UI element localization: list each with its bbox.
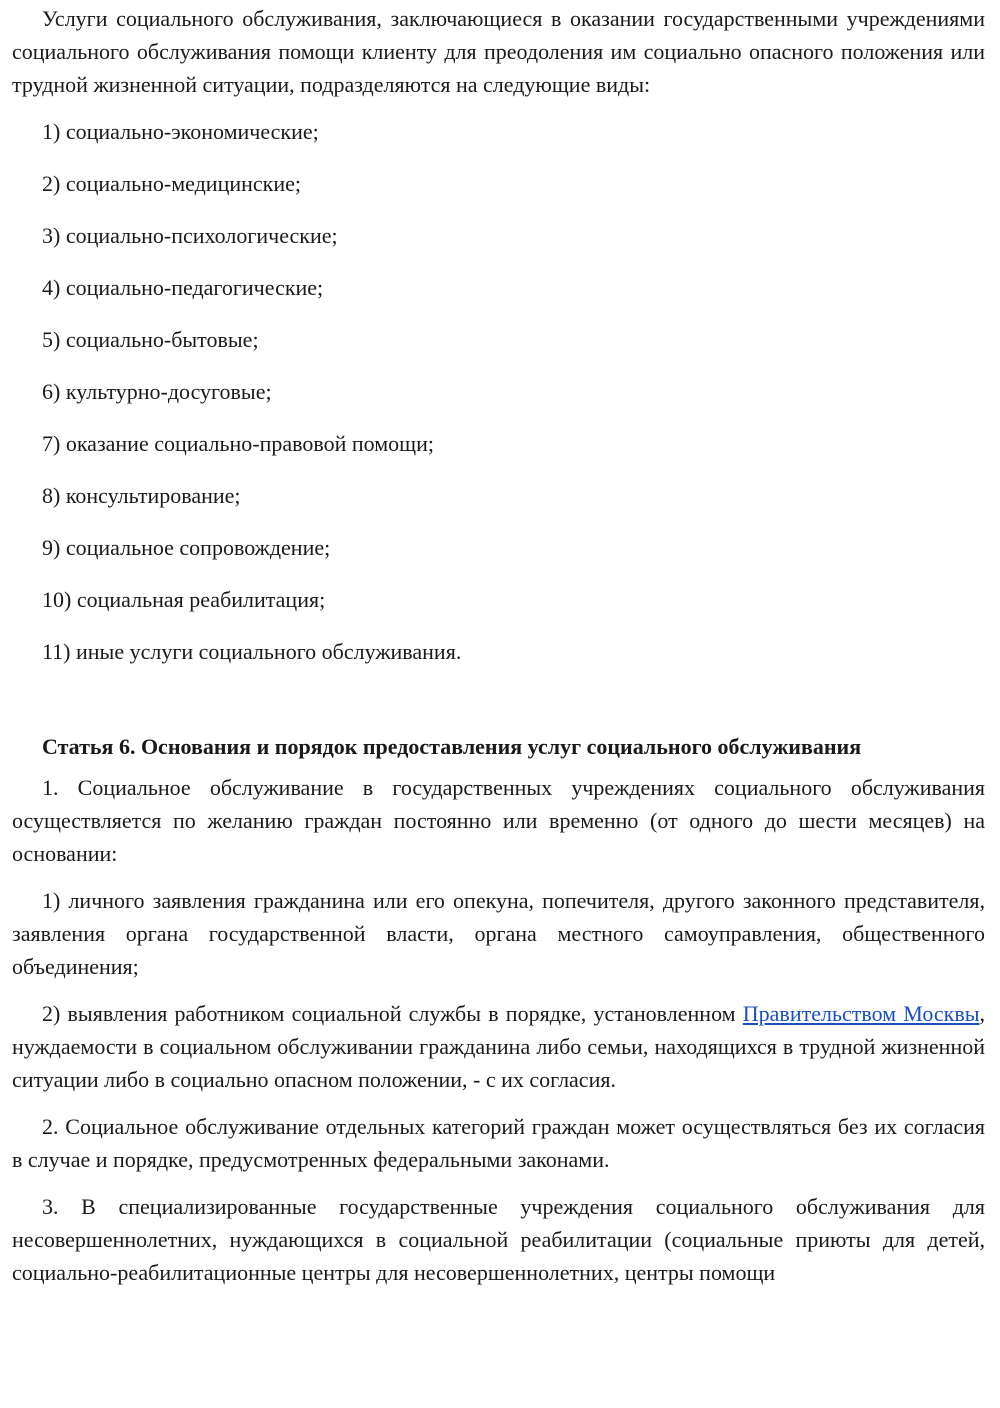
article-6-paragraph-1: 1. Социальное обслуживание в государственных учреждениях социального обслуживания осуществляется по желанию граждан постоянно или временно (от одного до шести месяцев) на основании: [12,775,985,866]
list-item: 9) социальное сопровождение; [42,535,331,560]
article-6-item-2 [12,997,985,1096]
article-6-paragraph-2: 2. Социальное обслуживание отдельных категорий граждан может осуществляться без их согласия в случае и порядке, предусмотренных федеральными законами. [12,1114,985,1172]
list-item: 10) социальная реабилитация; [42,587,326,612]
list-item: 7) оказание социально-правовой помощи; [42,431,434,456]
item-2-text-after: , нуждаемости в социальном обслуживании гражданина либо семьи, находящихся в трудной жизненной ситуации либо в социально опасном положении, - с их согласия. [12,1001,985,1092]
list-item: 11) иные услуги социального обслуживания. [42,639,462,664]
item-2-text-before: 2) выявления работником социальной службы в порядке, установленном [42,1001,736,1026]
document-page [12,0,985,1289]
list-item: 1) социально-экономические; [42,119,319,144]
intro-paragraph: Услуги социального обслуживания, заключающиеся в оказании государственными учреждениями социального обслуживания помощи клиенту для преодоления им социально опасного положения или трудной жизненной ситуации, подразделяются на следующие виды: [12,6,985,97]
article-6-paragraph-3: 3. В специализированные государственные учреждения социального обслуживания для несовершеннолетних, нуждающихся в социальной реабилитации (социальные приюты для детей, социально-реабилитационные центры для несовершеннолетних, центры помощи [12,1194,985,1285]
list-item: 5) социально-бытовые; [42,327,259,352]
list-item: 2) социально-медицинские; [42,171,301,196]
list-item: 8) консультирование; [42,483,241,508]
article-6-item-1: 1) личного заявления гражданина или его опекуна, попечителя, другого законного представителя, заявления органа государственной власти, органа местного самоуправления, общественного объединения; [12,888,985,979]
moscow-government-link[interactable]: Правительством Москвы [742,1001,980,1026]
article-6-heading: Статья 6. Основания и порядок предоставления услуг социального обслуживания [42,734,862,759]
list-item: 3) социально-психологические; [42,223,338,248]
list-item: 4) социально-педагогические; [42,275,324,300]
list-item: 6) культурно-досуговые; [42,379,272,404]
service-types-list [12,115,985,668]
